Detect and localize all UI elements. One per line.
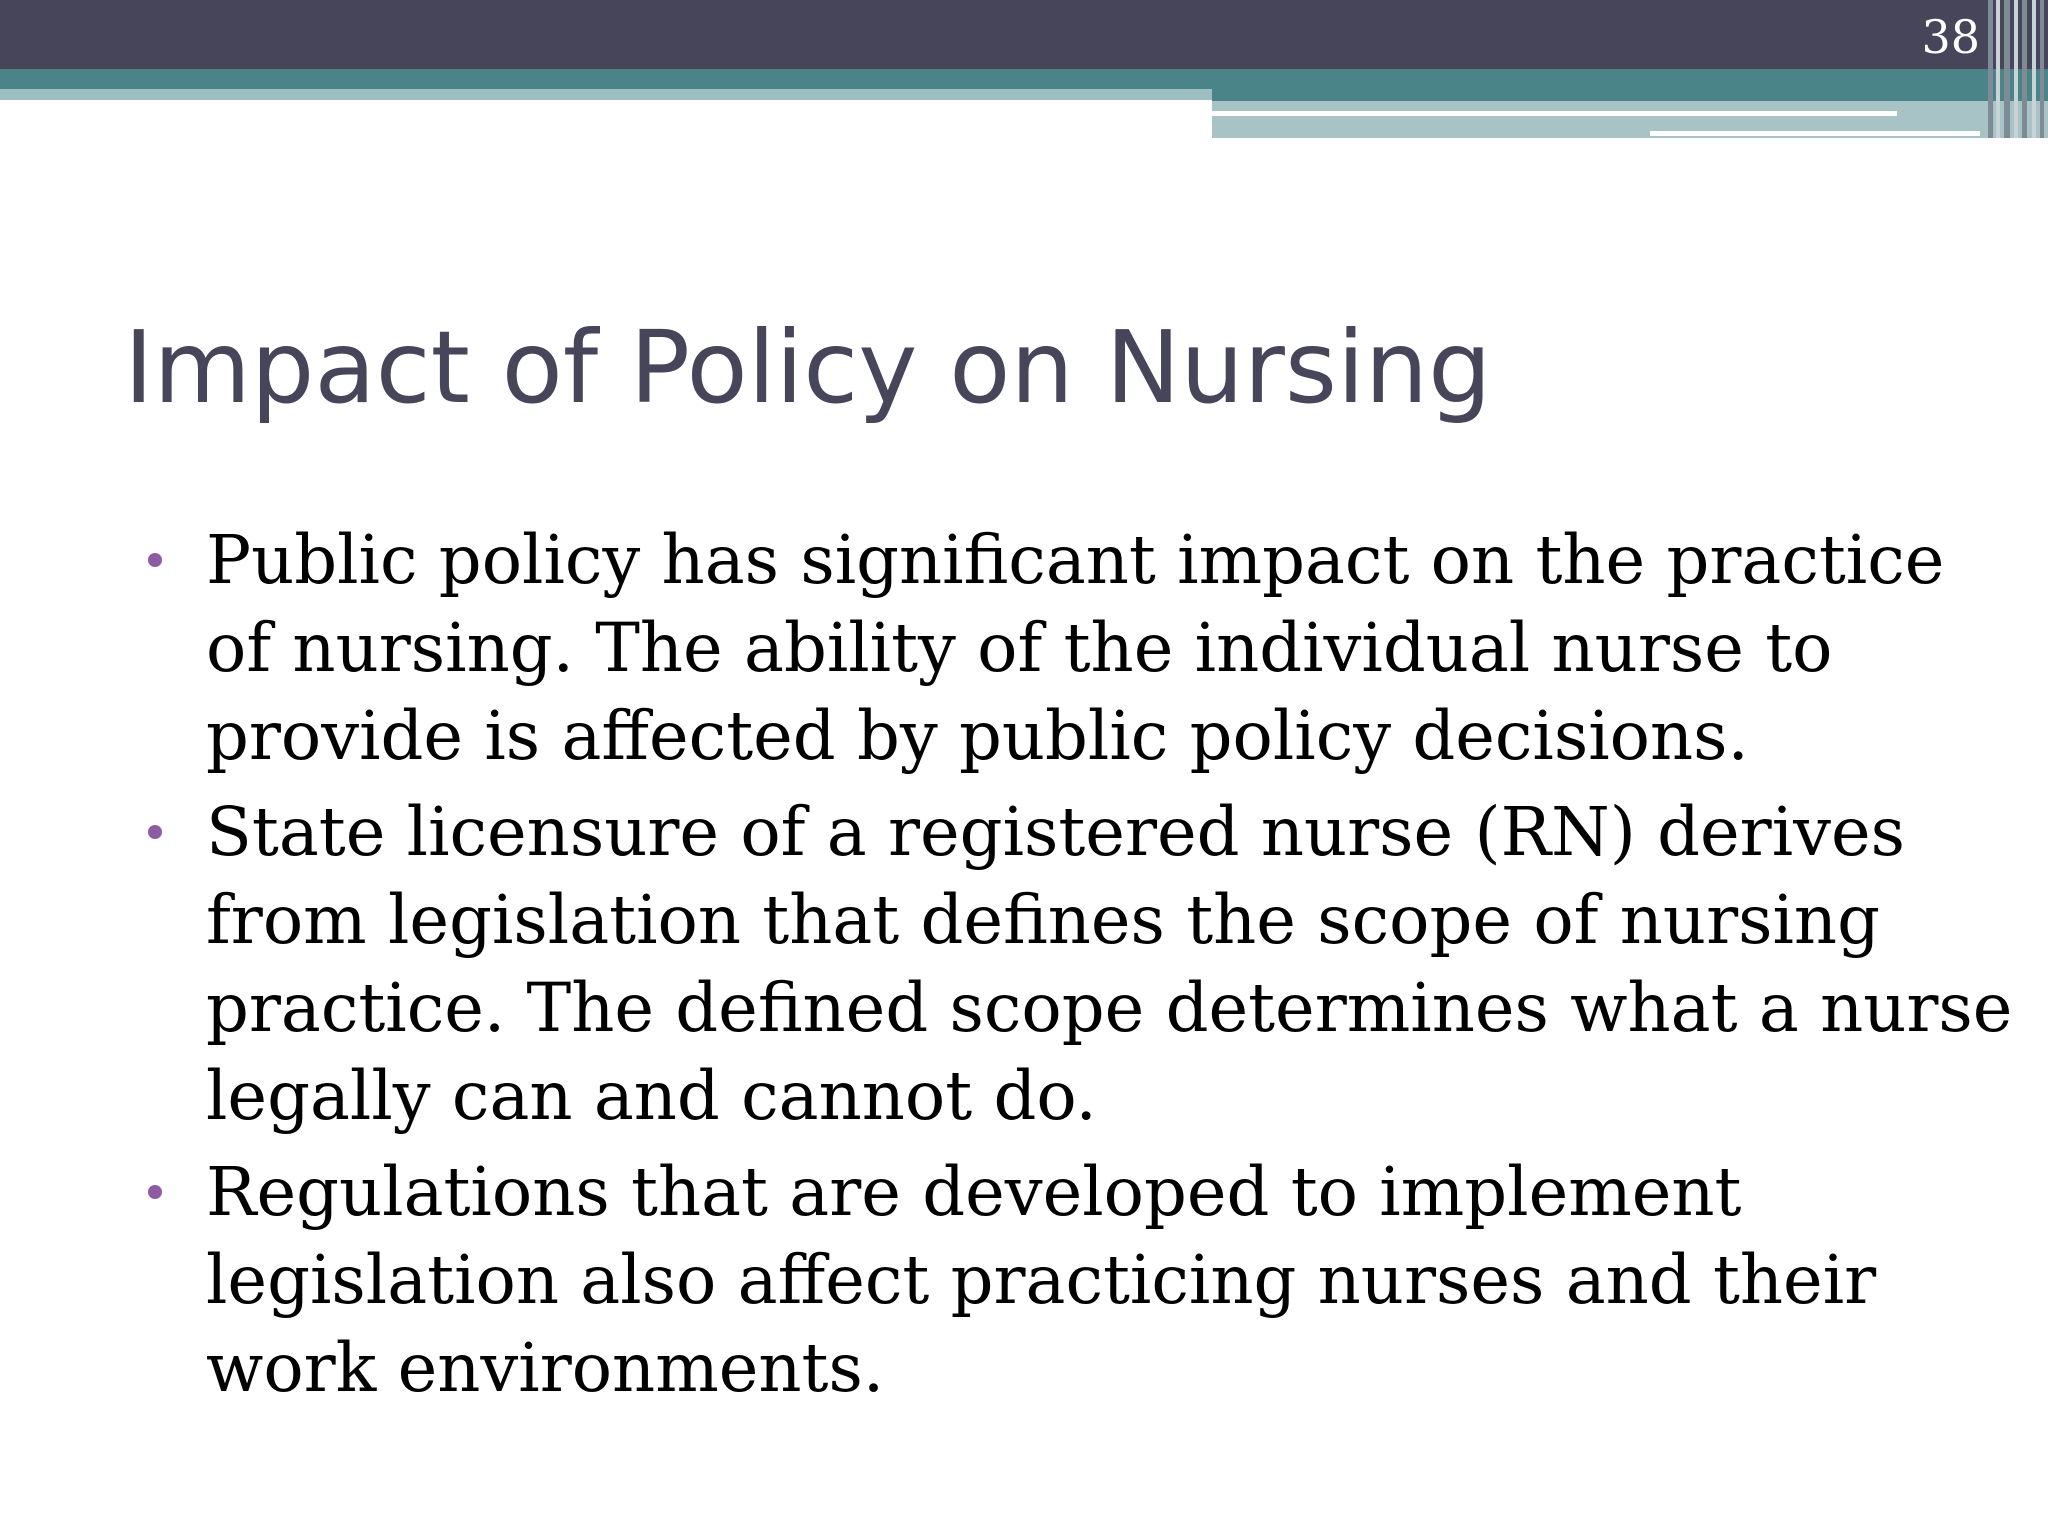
header-vertical-stripe xyxy=(2032,0,2036,138)
header-vertical-stripe xyxy=(1996,0,2000,138)
bullet-list xyxy=(140,516,2020,1420)
header-band-teal-right xyxy=(1212,89,2048,101)
slide-title: Impact of Policy on Nursing xyxy=(124,309,1492,426)
bullet-dot-icon xyxy=(148,1185,162,1199)
bullet-text: State licensure of a registered nurse (RN) derives from legislation that defines the scope of nursing practice. The defined scope determines what a nurse legally can and cannot do. xyxy=(206,793,2013,1135)
bullet-dot-icon xyxy=(148,825,162,839)
bullet-text: Regulations that are developed to implement legislation also affect practicing nurses and their work environments. xyxy=(206,1153,1877,1407)
bullet-item xyxy=(140,1148,2020,1412)
bullet-item xyxy=(140,516,2020,780)
header-band-dark xyxy=(0,0,2048,69)
bullet-dot-icon xyxy=(148,553,162,567)
header-vertical-stripe xyxy=(2004,0,2010,138)
header-vertical-stripe xyxy=(2040,0,2044,138)
header-accent-line xyxy=(1650,131,1980,136)
header-band-light-left xyxy=(0,89,1212,100)
header-band-teal xyxy=(0,69,2048,89)
header-vertical-stripe xyxy=(2022,0,2027,138)
header-vertical-stripe xyxy=(1988,0,1993,138)
bullet-text: Public policy has significant impact on the practice of nursing. The ability of the individual nurse to provide is affected by public policy decisions. xyxy=(206,521,1945,775)
slide-number: 38 xyxy=(1921,10,1980,64)
header-vertical-stripe xyxy=(2014,0,2018,138)
bullet-item xyxy=(140,788,2020,1140)
header-accent-line xyxy=(1212,111,1897,116)
